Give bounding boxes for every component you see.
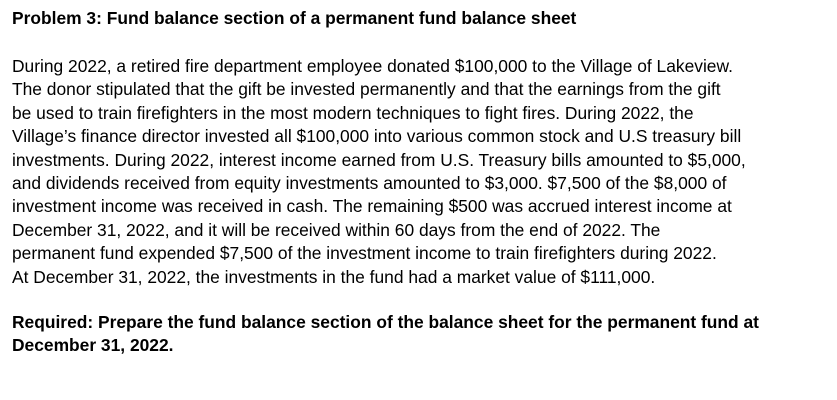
required-instruction xyxy=(12,311,830,358)
required-line: December 31, 2022. xyxy=(12,335,174,356)
paragraph-line: permanent fund expended $7,500 of the investment income to train firefighters during 2022. xyxy=(12,243,717,264)
paragraph-line: During 2022, a retired fire department employee donated $100,000 to the Village of Lakeview. xyxy=(12,56,733,76)
paragraph-line: The donor stipulated that the gift be invested permanently and that the earnings from the gift xyxy=(12,79,721,100)
required-line: Required: Prepare the fund balance section of the balance sheet for the permanent fund at xyxy=(12,312,759,333)
document-page xyxy=(12,6,830,358)
paragraph-line: At December 31, 2022, the investments in the fund had a market value of $111,000. xyxy=(12,266,656,287)
paragraph-line: and dividends received from equity investments amounted to $3,000. $7,500 of the $8,000 of xyxy=(12,173,727,194)
problem-paragraph xyxy=(12,55,830,289)
paragraph-line: Village’s finance director invested all $100,000 into various common stock and U.S treasury bill xyxy=(12,126,742,147)
paragraph-line: December 31, 2022, and it will be received within 60 days from the end of 2022. The xyxy=(12,219,661,240)
problem-title: Problem 3: Fund balance section of a permanent fund balance sheet xyxy=(12,8,577,28)
paragraph-line: investment income was received in cash. The remaining $500 was accrued interest income at xyxy=(12,196,732,217)
paragraph-line: investments. During 2022, interest income earned from U.S. Treasury bills amounted to $5,000, xyxy=(12,149,746,170)
paragraph-line: be used to train firefighters in the most modern techniques to fight fires. During 2022, the xyxy=(12,102,694,123)
